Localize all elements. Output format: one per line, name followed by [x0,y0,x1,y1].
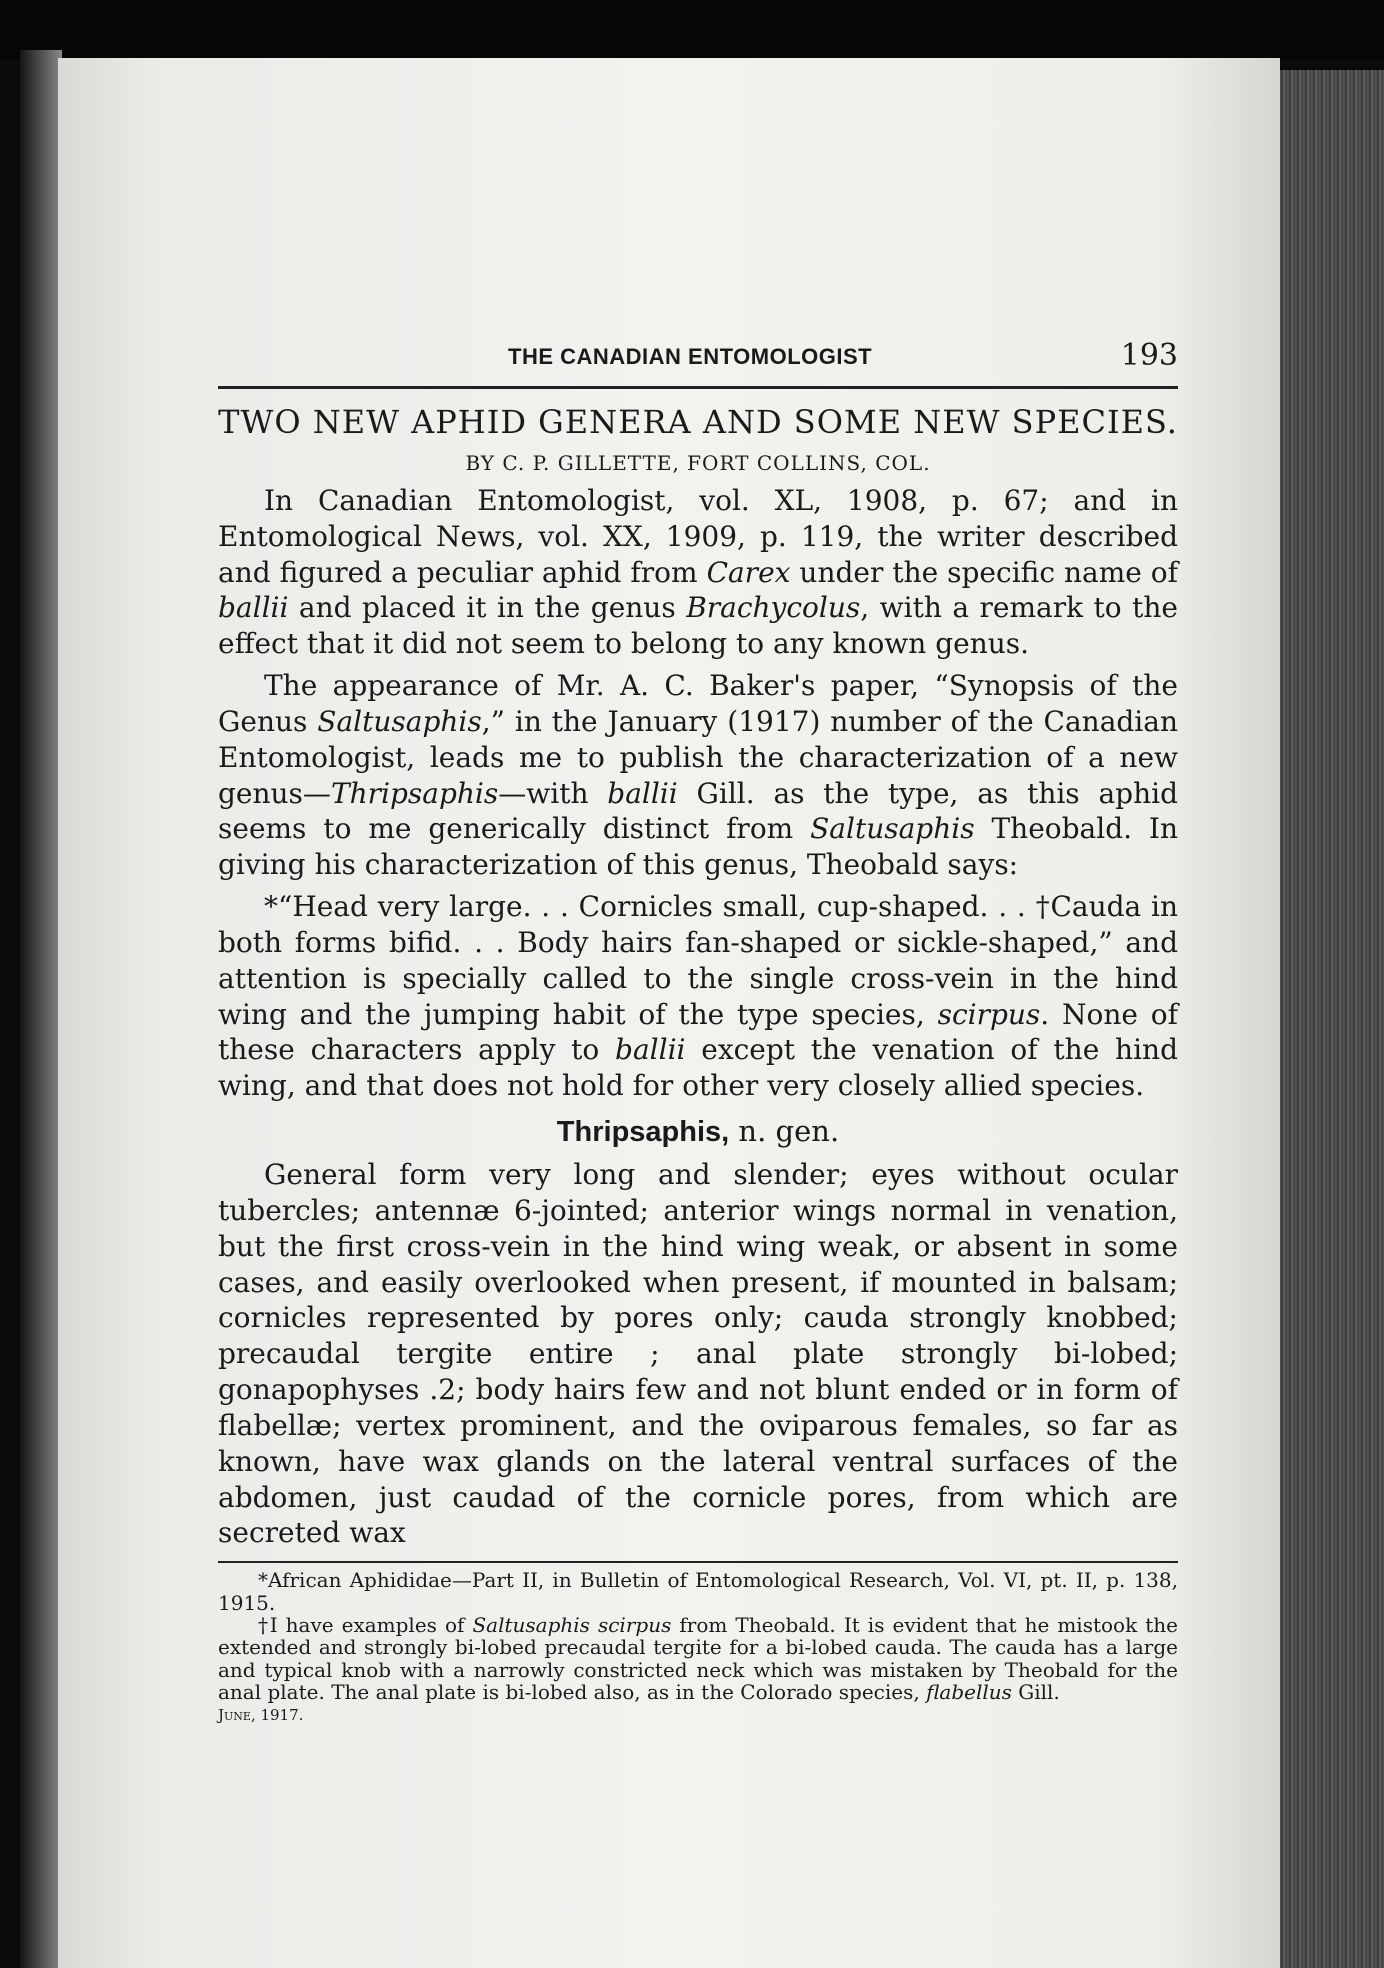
page-number: 193 [1120,338,1178,373]
p2-text-4: Gill. as the type, as this aphid seems to me generically distinct from [218,776,1178,846]
paragraph-2 [218,668,1178,883]
book-page-edges [1278,70,1384,1968]
p2-text-3: —with [498,776,608,810]
p3-text-1: *“Head very large. . . Cornicles small, cup-shaped. . . †Cauda in both forms bifid. . . Body hairs fan-shaped or sickle-shaped,” and attention is specially called to the single cross-vein in the hind wing and the jumping habit of the type species, [218,890,1178,1031]
p1-italic-brachycolus: Brachycolus [686,591,861,625]
fn2-text-1: †I have examples of [258,1612,473,1637]
p3-italic-ballii: ballii [615,1033,686,1067]
p1-italic-ballii: ballii [218,591,289,625]
p2-text-5: Theobald. In giving his characterization of this genus, Theobald says: [218,812,1178,882]
article-title: TWO NEW APHID GENERA AND SOME NEW SPECIES. [218,403,1178,441]
film-margin-top [0,0,1384,60]
p2-italic-ballii: ballii [607,776,678,810]
p1-italic-carex: Carex [706,555,791,589]
page-text-area [218,338,1178,1724]
footnote-1: *African Aphididae—Part II, in Bulletin of Entomological Research, Vol. VI, pt. II, p. 138, 1915. [218,1568,1178,1615]
paragraph-4: General form very long and slender; eyes without ocular tubercles; antennæ 6-jointed; anterior wings normal in venation, but the first cross-vein in the hind wing weak, or absent in some cases, and easily overlooked when present, if mounted in balsam; cornicles represented by pores only; cauda strongly knobbed; precaudal tergite entire ; anal plate strongly bi-lobed; gonapophyses .2; body hairs few and not blunt ended or in form of flabellæ; vertex prominent, and the oviparous females, so far as known, have wax glands on the lateral ventral surfaces of the abdomen, just caudad of the cornicle pores, from which are secreted wax [218,1158,1178,1550]
genus-name: Thripsaphis, [556,1116,730,1149]
paragraph-3 [218,889,1178,1104]
p3-italic-scirpus: scirpus [937,997,1041,1031]
issue-date: June, 1917. [218,1705,304,1724]
p3-text-3: except the venation of the hind wing, and that does not hold for other very closely allied species. [218,1033,1178,1103]
genus-designation: n. gen. [729,1114,840,1149]
article-byline: BY C. P. GILLETTE, FORT COLLINS, COL. [465,451,931,475]
p2-text-2: ,” in the January (1917) number of the Canadian Entomologist, leads me to publish the characterization of a new genus— [218,704,1178,810]
section-heading [218,1114,1178,1149]
footnote-2 [218,1614,1178,1704]
paragraph-1 [218,483,1178,662]
p2-italic-thripsaphis: Thripsaphis [330,776,499,810]
fn2-text-2: from Theobald. It is evident that he mistook the extended and strongly bi-lobed precaudal tergite for a bi-lobed cauda. The cauda has a large and typical knob with a narrowly constricted neck which was mistaken by Theobald for the anal plate. The anal plate is bi-lobed also, as in the Colorado species, [218,1612,1178,1705]
fn2-text-3: Gill. [1011,1680,1060,1705]
p3-text-2: . None of these characters apply to [218,997,1178,1067]
p1-text-4: , with a remark to the effect that it did not seem to belong to any known genus. [218,591,1178,661]
p2-text-1: The appearance of Mr. A. C. Baker's paper, “Synopsis of the Genus [218,669,1178,738]
footnote-rule [218,1561,1178,1563]
header-rule [218,386,1178,389]
running-head [218,338,1178,384]
fn2-italic-flabellus: flabellus [926,1680,1012,1705]
p1-text-2: under the specific name of [790,555,1179,589]
book-spine-edge [20,50,62,1968]
p2-italic-saltusaphis: Saltusaphis [317,704,482,738]
p2-italic-saltusaphis-2: Saltusaphis [810,812,975,846]
p1-text-1: In Canadian Entomologist, vol. XL, 1908, p. 67; and in Entomological News, vol. XX, 1909, p. 119, the writer described and figured a peculiar aphid from [218,484,1178,589]
book-page [58,58,1280,1968]
journal-title: THE CANADIAN ENTOMOLOGIST [508,344,873,369]
fn2-italic-species: Saltusaphis scirpus [472,1612,672,1637]
p1-text-3: and placed it in the genus [288,591,687,625]
